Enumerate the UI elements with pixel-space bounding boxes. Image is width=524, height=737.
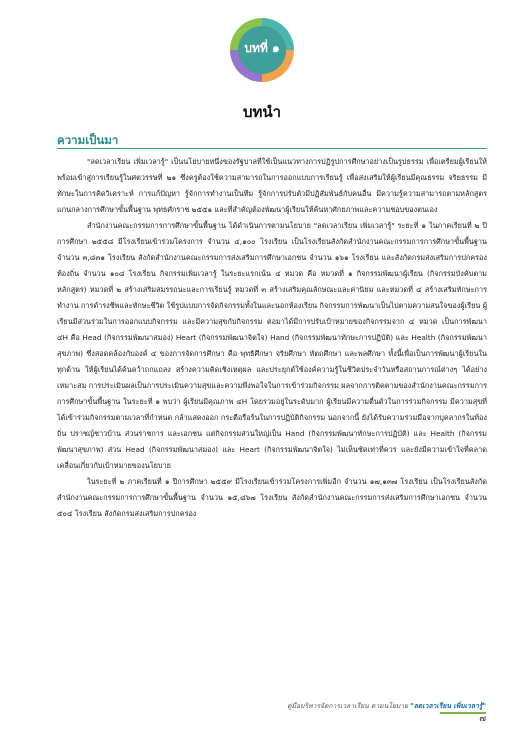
- footer-text: คู่มือบริหารจัดการเวลาเรียน ตามนโยบาย: [287, 702, 409, 710]
- section-divider: [57, 148, 487, 149]
- footer-quote: "ลดเวลาเรียน เพิ่มเวลารู้": [410, 702, 486, 710]
- paragraph: สำนักงานคณะกรรมการการศึกษาขั้นพื้นฐาน ได้ดำเนินการตามนโยบาย "ลดเวลาเรียน เพิ่มเวลารู้" ระยะที่ ๑ ในภาคเรียนที่ ๒ ปีการศึกษา ๒๕๕๘ มีโรงเรียนเข้าร่วมโครงการ จำนวน ๔,๑๐๐ โรงเรียน เป็นโรงเรียนสังกัดสำนักงานคณะกรรมการการศึกษาขั้นพื้นฐาน จำนวน ๓,๘๓๑ โรงเรียน สังกัดสำนักงานคณะกรรมการส่งเสริมการศึกษาเอกชน จำนวน ๑๖๑ โรงเรียน และสังกัดกรมส่งเสริมการปกครองท้องถิ่น จำนวน ๑๐๘ โรงเรียน กิจกรรมเพิ่มเวลารู้ ในระยะแรกเน้น ๔ หมวด คือ หมวดที่ ๑ กิจกรรมพัฒนาผู้เรียน (กิจกรรมบังคับตามหลักสูตร) หมวดที่ ๒ สร้างเสริมสมรรถนะและการเรียนรู้ หมวดที่ ๓ สร้างเสริมคุณลักษณะและค่านิยม และหมวดที่ ๔ สร้างเสริมทักษะการทำงาน การดำรงชีพและทักษะชีวิต ใช้รูปแบบการจัดกิจกรรมทั้งในและนอกห้องเรียน กิจกรรมการพัฒนาเป็นไปตามความสนใจของผู้เรียน ผู้เรียนมีส่วนร่วมในการออกแบบกิจกรรม และมีความสุขกับกิจกรรม ต่อมาได้มีการปรับเป้าหมายของกิจกรรมจาก ๔ หมวด เป็นการพัฒนา ๔H คือ Head (กิจกรรมพัฒนาสมอง) Heart (กิจกรรมพัฒนาจิตใจ) Hand (กิจกรรมพัฒนาทักษะการปฏิบัติ) และ Health (กิจกรรมพัฒนาสุขภาพ) ซึ่งสอดคล้องกับองค์ ๔ ของการจัดการศึกษา คือ พุทธิศึกษา จริยศึกษา หัตถศึกษา และพลศึกษา ทั้งนี้เพื่อเป็นการพัฒนาผู้เรียนในทุกด้าน ให้ผู้เรียนได้ค้นคว้าถกแถลง สร้างความคิดเชิงเหตุผล และประยุกต์ใช้องค์ความรู้ในชีวิตประจำวันหรือสถานการณ์ต่างๆ ได้อย่างเหมาะสม การประเมินผลเป็นการประเมินความสุขและความพึงพอใจในการเข้าร่วมกิจกรรม ผลจากการติดตามของสำนักงานคณะกรรมการการศึกษาขั้นพื้นฐาน ในระยะที่ ๑ พบว่า ผู้เรียนมีคุณภาพ ๔H โดยรวมอยู่ในระดับมาก ผู้เรียนมีความตื่นตัวในการร่วมกิจกรรม มีความสุขที่ได้เข้าร่วมกิจกรรมตามเวลาที่กำหนด กล้าแสดงออก กระตือรือร้นในการปฏิบัติกิจกรรม นอกจากนี้ ยังได้รับความร่วมมือจากบุคลากรในท้องถิ่น ปราชญ์ชาวบ้าน ส่วนราชการ และเอกชน แต่กิจกรรมส่วนใหญ่เป็น Hand (กิจกรรมพัฒนาทักษะการปฏิบัติ) และ Health (กิจกรรมพัฒนาสุขภาพ) ส่วน Head (กิจกรรมพัฒนาสมอง) และ Heart (กิจกรรมพัฒนาจิตใจ) ไม่เห็นชัดเท่าที่ควร และยังมีความเข้าใจที่คลาดเคลื่อนเกี่ยวกับเป้าหมายของนโยบาย: [57, 221, 487, 470]
- section-heading: ความเป็นมา: [57, 133, 119, 147]
- paragraph: ในระยะที่ ๒ ภาคเรียนที่ ๑ ปีการศึกษา ๒๕๕๙ มีโรงเรียนเข้าร่วมโครงการเพิ่มอีก จำนวน ๑๗,๑๓๗ โรงเรียน เป็นโรงเรียนสังกัดสำนักงานคณะกรรมการการศึกษาขั้นพื้นฐาน จำนวน ๑๕,๘๖๗ โรงเรียน สังกัดสำนักงานคณะกรรมการส่งเสริมการศึกษาเอกชน จำนวน ๕๐๔ โรงเรียน สังกัดกรมส่งเสริมการปกครอง: [57, 477, 487, 518]
- chapter-badge: [230, 18, 294, 82]
- footer-divider: [440, 712, 486, 714]
- chapter-title: บทนำ: [242, 103, 282, 121]
- body-text: [57, 154, 487, 522]
- page-number: ๗: [479, 714, 486, 724]
- chapter-badge-label: บทที่ ๑: [244, 41, 280, 55]
- paragraph: "ลดเวลาเรียน เพิ่มเวลารู้" เป็นนโยบายหนึ่งของรัฐบาลที่ใช้เป็นแนวทางการปฏิรูปการศึกษาอย่างเป็นรูปธรรม เพื่อเตรียมผู้เรียนให้พร้อมเข้าสู่การเรียนรู้ในศตวรรษที่ ๒๑ ซึ่งครูต้องใช้ความสามารถในการออกแบบการเรียนรู้ เพื่อส่งเสริมให้ผู้เรียนมีคุณธรรม จริยธรรม มีทักษะในการคิดวิเคราะห์ การแก้ปัญหา รู้จักการทำงานเป็นทีม รู้จักการปรับตัวมีปฏิสัมพันธ์กับคนอื่น มีความรู้ความสามารถตามหลักสูตรแกนกลางการศึกษาขั้นพื้นฐาน พุทธศักราช ๒๕๕๑ และที่สำคัญต้องพัฒนาผู้เรียนให้ค้นหาศักยภาพและความชอบของตนเอง: [57, 157, 487, 214]
